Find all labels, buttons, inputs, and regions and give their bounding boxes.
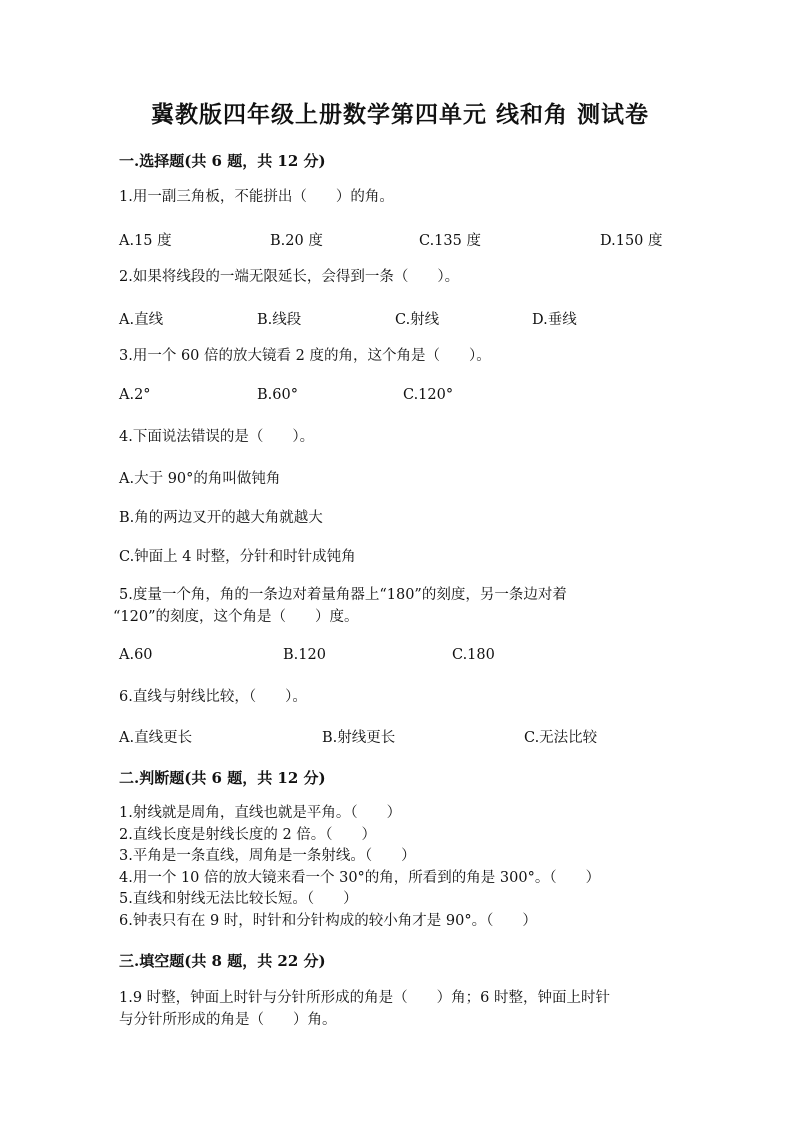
q2-option-c: C.射线 [395, 312, 440, 328]
page-title: 冀教版四年级上册数学第四单元 线和角 测试卷 [150, 101, 649, 128]
q4-option-b: B.角的两边叉开的越大角就越大 [119, 510, 323, 526]
question-6: 6.直线与射线比较，（ ）。 [119, 689, 307, 705]
q4-option-c: C.钟面上 4 时整，分针和时针成钝角 [119, 549, 356, 565]
q1-option-b: B.20 度 [270, 233, 323, 249]
q5-option-a: A.60 [119, 647, 153, 663]
question-1: 1.用一副三角板，不能拼出（ ）的角。 [119, 189, 394, 205]
q6-option-b: B.射线更长 [322, 730, 396, 746]
question-5-line2: “120”的刻度，这个角是（ ）度。 [113, 609, 359, 625]
q2-option-a: A.直线 [119, 312, 164, 328]
q3-option-c: C.120° [403, 387, 454, 403]
question-3: 3.用一个 60 倍的放大镜看 2 度的角，这个角是（ ）。 [119, 348, 491, 364]
q1-option-c: C.135 度 [419, 233, 481, 249]
question-4: 4.下面说法错误的是（ ）。 [119, 429, 315, 445]
tf-item-1: 1.射线就是周角，直线也就是平角。（ ） [119, 805, 402, 821]
q3-option-a: A.2° [119, 387, 151, 403]
q6-option-c: C.无法比较 [524, 730, 598, 746]
q1-option-a: A.15 度 [119, 233, 172, 249]
q5-option-b: B.120 [283, 647, 326, 663]
section-heading-fill-blank: 三.填空题(共 8 题，共 22 分) [119, 952, 326, 970]
tf-item-3: 3.平角是一条直线，周角是一条射线。（ ） [119, 848, 416, 864]
tf-item-6: 6.钟表只有在 9 时，时针和分针构成的较小角才是 90°。（ ） [119, 912, 537, 929]
tf-item-5: 5.直线和射线无法比较长短。（ ） [119, 891, 358, 907]
question-2: 2.如果将线段的一端无限延长，会得到一条（ ）。 [119, 269, 460, 285]
q3-option-b: B.60° [257, 387, 298, 403]
q5-option-c: C.180 [452, 647, 495, 663]
q2-option-b: B.线段 [257, 312, 302, 328]
fill-question-1-line1: 1.9 时整，钟面上时针与分针所形成的角是（ ）角；6 时整，钟面上时针 [119, 990, 611, 1006]
tf-item-2: 2.直线长度是射线长度的 2 倍。（ ） [119, 826, 377, 843]
question-5-line1: 5.度量一个角，角的一条边对着量角器上“180”的刻度，另一条边对着 [119, 587, 567, 603]
true-false-list [119, 803, 600, 932]
q2-option-d: D.垂线 [532, 312, 577, 328]
q1-option-d: D.150 度 [600, 233, 663, 249]
section-heading-true-false: 二.判断题(共 6 题，共 12 分) [119, 769, 326, 787]
tf-item-4: 4.用一个 10 倍的放大镜来看一个 30°的角，所看到的角是 300°。（ ） [119, 869, 601, 886]
q4-option-a: A.大于 90°的角叫做钝角 [119, 471, 281, 487]
fill-question-1-line2: 与分针所形成的角是（ ）角。 [119, 1012, 337, 1028]
section-heading-choice: 一.选择题(共 6 题，共 12 分) [119, 152, 326, 170]
q6-option-a: A.直线更长 [119, 730, 193, 746]
